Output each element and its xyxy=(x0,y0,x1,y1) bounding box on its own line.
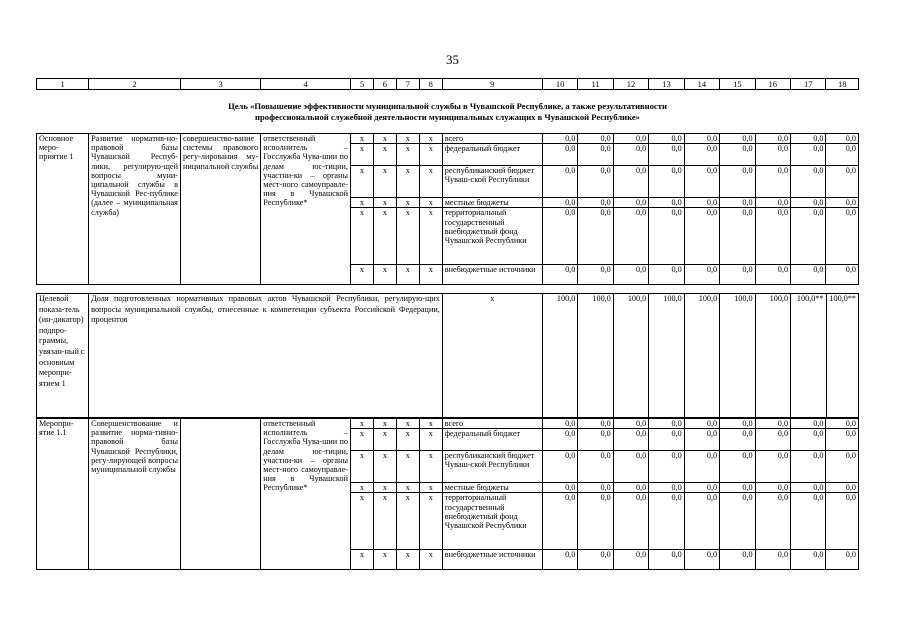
column-number-13: 13 xyxy=(649,79,684,90)
funding-value: 0,0 xyxy=(684,493,719,550)
funding-value: 0,0 xyxy=(649,144,684,166)
column-number-18: 18 xyxy=(826,79,859,90)
column-number-14: 14 xyxy=(684,79,719,90)
column-number-6: 6 xyxy=(373,79,396,90)
budget-code-cell: x xyxy=(396,144,419,166)
funding-value: 0,0 xyxy=(542,493,577,550)
measure-executor: ответственный исполнитель – Госслужба Чува-шии по делам юс-тиции, участни-ки – органы мест-ного самоуправле-ния в Чувашской Республике* xyxy=(261,134,351,285)
budget-code-cell: x xyxy=(419,208,442,265)
funding-value: 0,0 xyxy=(649,493,684,550)
budget-code-cell: x xyxy=(419,134,442,144)
column-number-17: 17 xyxy=(791,79,826,90)
budget-code-cell: x xyxy=(419,265,442,285)
funding-value: 0,0 xyxy=(578,550,613,570)
funding-value: 0,0 xyxy=(649,429,684,451)
funding-value: 0,0 xyxy=(613,451,648,483)
funding-value: 0,0 xyxy=(720,550,755,570)
funding-value: 0,0 xyxy=(755,134,790,144)
funding-value: 0,0 xyxy=(720,493,755,550)
funding-value: 0,0 xyxy=(578,419,613,429)
budget-code-cell: x xyxy=(396,483,419,493)
funding-value: 0,0 xyxy=(578,265,613,285)
funding-value: 0,0 xyxy=(826,134,859,144)
funding-value: 0,0 xyxy=(578,166,613,198)
funding-value: 0,0 xyxy=(720,208,755,265)
funding-source: республиканский бюджет Чуваш-ской Республики xyxy=(442,166,542,198)
budget-code-cell: x xyxy=(419,493,442,550)
budget-code-cell: x xyxy=(350,198,373,208)
column-number-1: 1 xyxy=(37,79,89,90)
funding-row xyxy=(37,134,859,144)
indicator-mark: x xyxy=(442,294,542,418)
funding-value: 0,0 xyxy=(578,198,613,208)
funding-value: 0,0 xyxy=(613,550,648,570)
funding-value: 0,0 xyxy=(720,198,755,208)
funding-value: 0,0 xyxy=(755,550,790,570)
funding-value: 0,0 xyxy=(542,198,577,208)
indicator-table xyxy=(36,293,859,418)
funding-value: 0,0 xyxy=(755,265,790,285)
funding-value: 0,0 xyxy=(826,419,859,429)
funding-value: 0,0 xyxy=(826,198,859,208)
indicator-value: 100,0 xyxy=(542,294,577,418)
funding-value: 0,0 xyxy=(542,134,577,144)
funding-value: 0,0 xyxy=(578,483,613,493)
budget-code-cell: x xyxy=(396,429,419,451)
budget-code-cell: x xyxy=(396,198,419,208)
funding-value: 0,0 xyxy=(649,265,684,285)
budget-code-cell: x xyxy=(350,419,373,429)
funding-value: 0,0 xyxy=(542,429,577,451)
funding-value: 0,0 xyxy=(755,429,790,451)
budget-code-cell: x xyxy=(350,166,373,198)
funding-source: территориальный государственный внебюджетный фонд Чувашской Республики xyxy=(442,208,542,265)
funding-value: 0,0 xyxy=(578,451,613,483)
budget-code-cell: x xyxy=(396,166,419,198)
funding-value: 0,0 xyxy=(613,134,648,144)
funding-value: 0,0 xyxy=(755,208,790,265)
funding-source: внебюджетные источники xyxy=(442,550,542,570)
funding-value: 0,0 xyxy=(684,208,719,265)
funding-value: 0,0 xyxy=(542,419,577,429)
budget-code-cell: x xyxy=(373,493,396,550)
funding-row xyxy=(37,419,859,429)
budget-code-cell: x xyxy=(396,419,419,429)
budget-code-cell: x xyxy=(396,550,419,570)
funding-value: 0,0 xyxy=(542,208,577,265)
column-number-7: 7 xyxy=(396,79,419,90)
budget-code-cell: x xyxy=(373,429,396,451)
column-number-2: 2 xyxy=(89,79,181,90)
funding-value: 0,0 xyxy=(613,198,648,208)
budget-code-cell: x xyxy=(419,451,442,483)
funding-value: 0,0 xyxy=(755,144,790,166)
funding-value: 0,0 xyxy=(826,483,859,493)
funding-value: 0,0 xyxy=(720,483,755,493)
funding-value: 0,0 xyxy=(578,429,613,451)
column-number-3: 3 xyxy=(180,79,260,90)
funding-value: 0,0 xyxy=(791,134,826,144)
budget-code-cell: x xyxy=(350,483,373,493)
budget-code-cell: x xyxy=(396,265,419,285)
funding-value: 0,0 xyxy=(542,451,577,483)
budget-code-cell: x xyxy=(373,166,396,198)
funding-value: 0,0 xyxy=(720,265,755,285)
measure-executor: ответственный исполнитель – Госслужба Чува-шии по делам юс-тиции, участни-ки – органы мест-ного самоуправле-ния в Чувашской Республике* xyxy=(261,419,351,570)
funding-value: 0,0 xyxy=(684,134,719,144)
funding-value: 0,0 xyxy=(720,144,755,166)
column-number-15: 15 xyxy=(720,79,755,90)
funding-value: 0,0 xyxy=(684,483,719,493)
funding-value: 0,0 xyxy=(720,166,755,198)
funding-value: 0,0 xyxy=(613,493,648,550)
indicator-value: 100,0 xyxy=(613,294,648,418)
indicator-row xyxy=(37,294,859,418)
funding-source: республиканский бюджет Чуваш-ской Республики xyxy=(442,451,542,483)
funding-value: 0,0 xyxy=(791,419,826,429)
funding-value: 0,0 xyxy=(684,451,719,483)
funding-source: территориальный государственный внебюджетный фонд Чувашской Республики xyxy=(442,493,542,550)
funding-value: 0,0 xyxy=(649,419,684,429)
indicator-value: 100,0** xyxy=(791,294,826,418)
funding-source: всего xyxy=(442,419,542,429)
budget-code-cell: x xyxy=(396,208,419,265)
column-number-11: 11 xyxy=(578,79,613,90)
funding-source: местные бюджеты xyxy=(442,483,542,493)
budget-code-cell: x xyxy=(373,483,396,493)
funding-value: 0,0 xyxy=(542,483,577,493)
funding-value: 0,0 xyxy=(720,419,755,429)
funding-value: 0,0 xyxy=(791,451,826,483)
column-number-4: 4 xyxy=(261,79,351,90)
funding-value: 0,0 xyxy=(613,429,648,451)
funding-value: 0,0 xyxy=(578,493,613,550)
page-number: 35 xyxy=(446,52,459,67)
funding-value: 0,0 xyxy=(720,429,755,451)
activity-1-1-table xyxy=(36,418,859,570)
budget-code-cell: x xyxy=(396,134,419,144)
funding-value: 0,0 xyxy=(826,550,859,570)
column-number-12: 12 xyxy=(613,79,648,90)
column-number-16: 16 xyxy=(755,79,790,90)
funding-value: 0,0 xyxy=(826,144,859,166)
budget-code-cell: x xyxy=(373,451,396,483)
budget-code-cell: x xyxy=(373,134,396,144)
funding-value: 0,0 xyxy=(755,419,790,429)
budget-code-cell: x xyxy=(373,419,396,429)
budget-code-cell: x xyxy=(373,265,396,285)
funding-value: 0,0 xyxy=(791,198,826,208)
budget-code-cell: x xyxy=(419,429,442,451)
funding-value: 0,0 xyxy=(649,208,684,265)
funding-value: 0,0 xyxy=(826,166,859,198)
budget-code-cell: x xyxy=(350,493,373,550)
column-number-5: 5 xyxy=(350,79,373,90)
goal-heading xyxy=(36,101,859,122)
funding-value: 0,0 xyxy=(755,483,790,493)
indicator-value: 100,0 xyxy=(720,294,755,418)
budget-code-cell: x xyxy=(350,208,373,265)
budget-code-cell: x xyxy=(396,451,419,483)
funding-value: 0,0 xyxy=(542,166,577,198)
funding-value: 0,0 xyxy=(791,483,826,493)
funding-value: 0,0 xyxy=(649,166,684,198)
funding-value: 0,0 xyxy=(791,493,826,550)
budget-code-cell: x xyxy=(396,493,419,550)
funding-value: 0,0 xyxy=(684,198,719,208)
funding-value: 0,0 xyxy=(613,208,648,265)
column-number-9: 9 xyxy=(442,79,542,90)
budget-code-cell: x xyxy=(373,208,396,265)
funding-value: 0,0 xyxy=(649,550,684,570)
funding-value: 0,0 xyxy=(649,198,684,208)
funding-value: 0,0 xyxy=(791,550,826,570)
budget-code-cell: x xyxy=(373,550,396,570)
budget-code-cell: x xyxy=(419,166,442,198)
measure-status: Меропри-ятие 1.1 xyxy=(37,419,89,570)
funding-value: 0,0 xyxy=(684,144,719,166)
funding-value: 0,0 xyxy=(791,166,826,198)
funding-source: внебюджетные источники xyxy=(442,265,542,285)
funding-value: 0,0 xyxy=(755,451,790,483)
budget-code-cell: x xyxy=(350,265,373,285)
funding-value: 0,0 xyxy=(542,265,577,285)
funding-value: 0,0 xyxy=(755,493,790,550)
funding-value: 0,0 xyxy=(613,166,648,198)
goal-line-1: Цель «Повышение эффективности муниципальной службы в Чувашской Республике, а также результативности xyxy=(228,101,667,111)
budget-code-cell: x xyxy=(419,419,442,429)
funding-value: 0,0 xyxy=(791,208,826,265)
funding-value: 0,0 xyxy=(791,429,826,451)
funding-value: 0,0 xyxy=(578,144,613,166)
funding-value: 0,0 xyxy=(826,265,859,285)
main-activity-1-table xyxy=(36,133,859,285)
funding-value: 0,0 xyxy=(791,144,826,166)
funding-source: местные бюджеты xyxy=(442,198,542,208)
budget-code-cell: x xyxy=(419,198,442,208)
column-number-header xyxy=(36,78,859,90)
funding-value: 0,0 xyxy=(684,429,719,451)
funding-value: 0,0 xyxy=(613,419,648,429)
budget-code-cell: x xyxy=(419,483,442,493)
measure-purpose xyxy=(180,419,260,570)
funding-value: 0,0 xyxy=(826,429,859,451)
funding-value: 0,0 xyxy=(826,451,859,483)
indicator-value: 100,0** xyxy=(826,294,858,418)
column-number-10: 10 xyxy=(542,79,577,90)
indicator-value: 100,0 xyxy=(578,294,613,418)
budget-code-cell: x xyxy=(350,550,373,570)
funding-value: 0,0 xyxy=(755,198,790,208)
budget-code-cell: x xyxy=(373,198,396,208)
indicator-value: 100,0 xyxy=(684,294,719,418)
funding-value: 0,0 xyxy=(720,451,755,483)
budget-code-cell: x xyxy=(373,144,396,166)
indicator-text: Доля подготовленных нормативных правовых актов Чувашской Республики, регулирую-щих вопросы муниципальной службы, отнесенные к компетенции субъекта Российской Федерации, процентов xyxy=(89,294,443,418)
funding-value: 0,0 xyxy=(542,550,577,570)
funding-value: 0,0 xyxy=(613,144,648,166)
goal-line-2: профессиональной служебной деятельности муниципальных служащих в Чувашской Республике» xyxy=(255,111,640,122)
budget-code-cell: x xyxy=(350,134,373,144)
funding-value: 0,0 xyxy=(649,483,684,493)
funding-value: 0,0 xyxy=(684,550,719,570)
funding-value: 0,0 xyxy=(649,451,684,483)
budget-code-cell: x xyxy=(350,451,373,483)
funding-value: 0,0 xyxy=(826,493,859,550)
measure-name: Совершенствование и развитие норма-тивно-правовой базы Чувашской Республики, регу-лирующей вопросы муниципальной службы xyxy=(89,419,181,570)
funding-source: федеральный бюджет xyxy=(442,429,542,451)
funding-value: 0,0 xyxy=(578,134,613,144)
funding-value: 0,0 xyxy=(826,208,859,265)
budget-code-cell: x xyxy=(419,144,442,166)
measure-name: Развитие норматив-но-правовой базы Чувашской Респуб-лики, регулирую-щей вопросы муни-ципальной службы в Чувашской Рес-публике (далее – муниципальная служба) xyxy=(89,134,181,285)
measure-status: Основное меро-приятие 1 xyxy=(37,134,89,285)
budget-code-cell: x xyxy=(350,144,373,166)
measure-purpose: совершенство-вание системы правового регу-лирования му-ниципальной службы xyxy=(180,134,260,285)
funding-value: 0,0 xyxy=(542,144,577,166)
funding-value: 0,0 xyxy=(684,166,719,198)
column-number-8: 8 xyxy=(419,79,442,90)
funding-value: 0,0 xyxy=(720,134,755,144)
budget-code-cell: x xyxy=(419,550,442,570)
funding-value: 0,0 xyxy=(755,166,790,198)
funding-value: 0,0 xyxy=(613,265,648,285)
funding-source: всего xyxy=(442,134,542,144)
funding-value: 0,0 xyxy=(613,483,648,493)
funding-value: 0,0 xyxy=(791,265,826,285)
budget-code-cell: x xyxy=(350,429,373,451)
funding-source: федеральный бюджет xyxy=(442,144,542,166)
indicator-label: Целевой показа-тель (ин-дикатор) подпро-граммы, увязан-ный с основным меропри-ятием 1 xyxy=(37,294,89,418)
indicator-value: 100,0 xyxy=(649,294,684,418)
funding-value: 0,0 xyxy=(684,265,719,285)
funding-value: 0,0 xyxy=(578,208,613,265)
funding-value: 0,0 xyxy=(649,134,684,144)
funding-value: 0,0 xyxy=(684,419,719,429)
indicator-value: 100,0 xyxy=(755,294,790,418)
